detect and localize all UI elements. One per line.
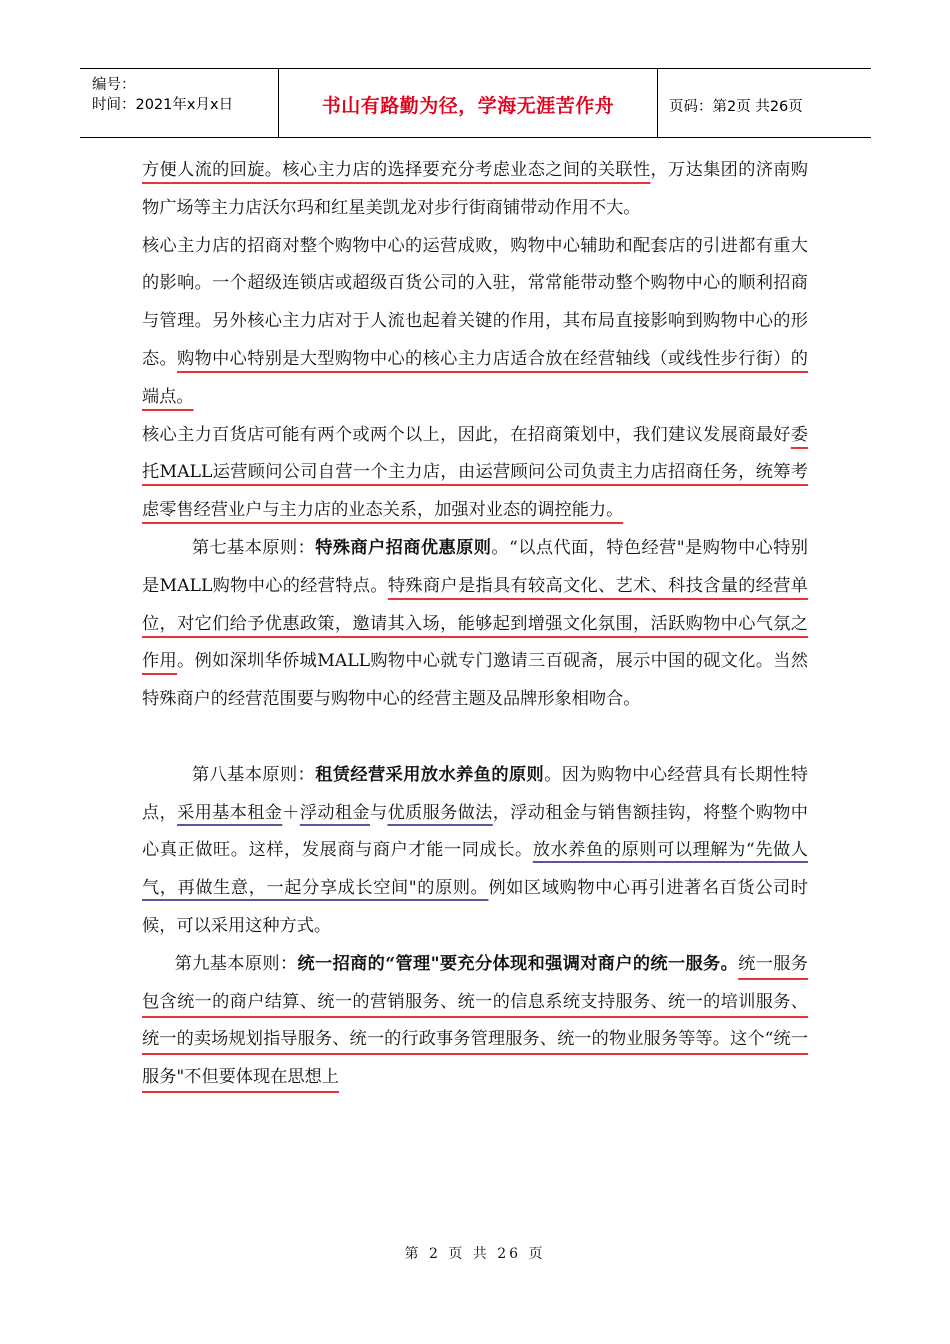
paragraph-1 [142,152,808,228]
body-text: ，浮动租金与销售额挂钩，将整个购物中心真正做旺。这样，发展商与商户才能一同成长。 [142,802,808,861]
principle-title: 特殊商户招商优惠原则 [315,537,492,558]
paragraph-principle-8 [142,757,808,946]
principle-title: 租赁经营采用放水养鱼的原则 [315,764,545,785]
highlight-text: 委托MALL运营顾问公司自营一个主力店，由运营顾问公司负责主力店招商任务，统筹考虑零售经营业户与主力店的业态关系，加强对业态的调控能力。 [142,424,808,521]
body-text: 。例如深圳华侨城MALL购物中心就专门邀请三百砚斋，展示中国的砚文化。当然特殊商户的经营范围要与购物中心的经营主题及品牌形象相吻合。 [142,651,808,710]
principle-label: 第八基本原则： [191,764,316,785]
body-text: 与 [369,802,388,823]
header-page-info: 页码：第2页 共26页 [669,99,803,115]
header-motto: 书山有路勤为径，学海无涯苦作舟 [321,95,615,117]
body-text: 核心主力店的招商对整个购物中心的运营成败，购物中心辅助和配套店的引进都有重大的影响。一个超级连锁店或超级百货公司的入驻，常常能带动整个购物中心的顺利招商与管理。另外核心主力店对于人流也起着关键的作用，其布局直接影响到购物中心的形态。 [142,235,808,369]
underlined-text: 采用基本租金 [177,802,283,823]
document-time-label: 时间：2021年x月x日 [92,97,234,113]
principle-label: 第七基本原则： [191,537,316,558]
highlight-text: 特殊商户是指具有较高文化、艺术、科技含量的经营单位，对它们给予优惠政策，邀请其入场，能够起到增强文化氛围，活跃购物中心气氛之作用 [142,575,808,672]
principle-label: 第九基本原则： [174,953,298,974]
principle-title: 统一招商的“管理"要充分体现和强调对商户的统一服务。 [297,953,739,974]
paragraph-3 [142,417,808,530]
highlight-text: 统一服务包含统一的商户结算、统一的营销服务、统一的信息系统支持服务、统一的培训服务、统一的卖场规划指导服务、统一的行政事务管理服务、统一的物业服务等等。这个“统一服务"不但要体现在思想上 [142,953,808,1088]
document-body [142,152,808,1097]
paragraph-principle-9 [142,946,808,1097]
underlined-text: 放水养鱼的原则可以理解为“先做人气，再做生意，一起分享成长空间"的原则。 [142,840,808,899]
highlight-text: 方便人流的回旋。核心主力店的选择要充分考虑业态之间的关联性 [142,160,651,180]
underlined-text: 优质服务做法 [387,802,493,823]
body-text: 。因为购物中心经营具有长期性特点， [142,764,808,823]
header-motto-cell [278,69,658,137]
highlight-text: 购物中心特别是大型购物中心的核心主力店适合放在经营轴线（或线性步行街）的端点。 [142,348,808,407]
page-header [80,68,871,138]
paragraph-2 [142,228,808,417]
body-text: 核心主力百货店可能有两个或两个以上，因此，在招商策划中，我们建议发展商最好 [142,424,791,445]
body-text: ，万达集团的济南购物广场等主力店沃尔玛和红星美凯龙对步行街商铺带动作用不大。 [142,160,808,218]
underlined-text: 浮动租金 [299,802,370,823]
header-page-cell [657,69,871,137]
body-text: 。“以点代面，特色经营"是购物中心特别是MALL购物中心的经营特点。 [142,537,808,596]
paragraph-principle-7 [142,530,808,719]
body-text: 例如区域购物中心再引进著名百货公司时候，可以采用这种方式。 [142,878,808,936]
header-meta-cell [80,69,278,137]
page-footer: 第 2 页 共 26 页 [404,1246,546,1262]
document-number-label: 编号： [92,77,136,93]
body-text: ＋ [282,802,300,823]
